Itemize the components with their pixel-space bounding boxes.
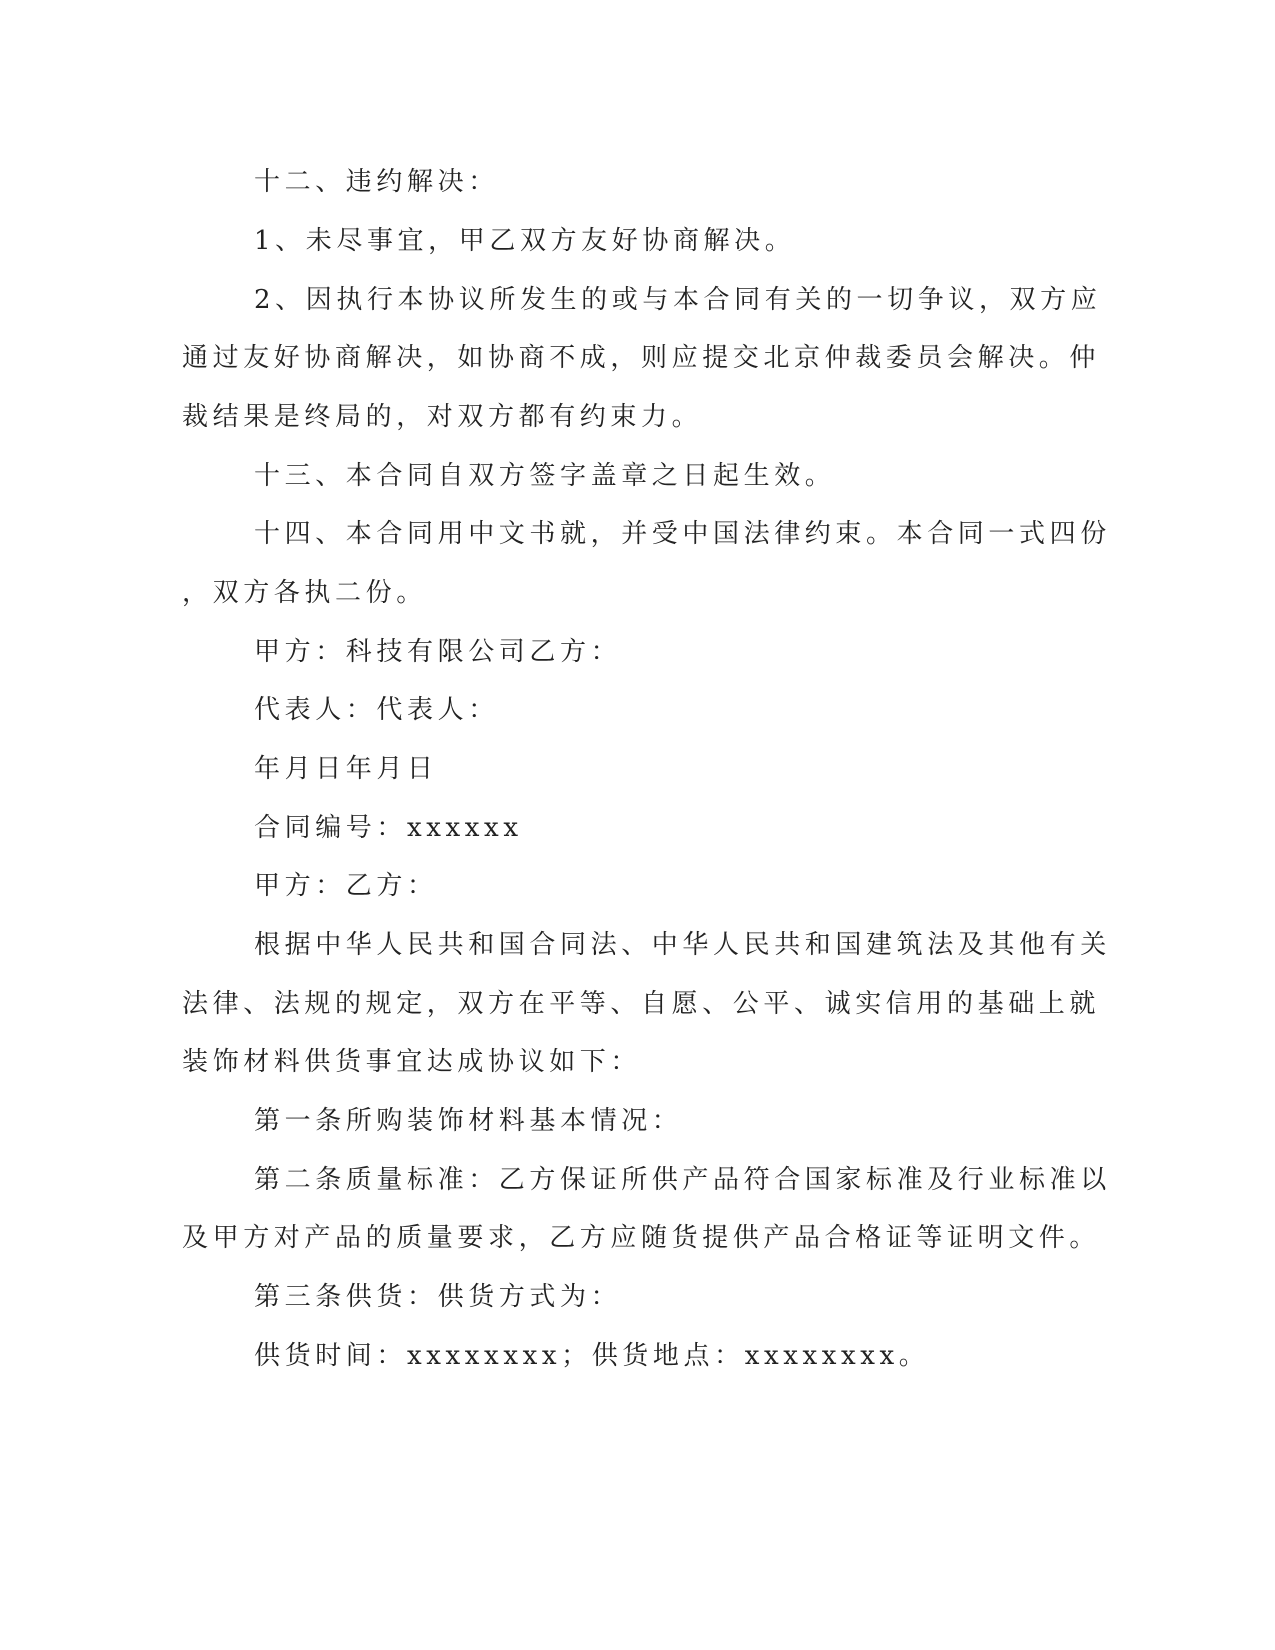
paragraph-line: 法律、法规的规定，双方在平等、自愿、公平、诚实信用的基础上就 <box>182 989 1101 1019</box>
paragraph-line: 装饰材料供货事宜达成协议如下： <box>182 1047 642 1077</box>
contract-number-line: 合同编号：xxxxxx <box>254 813 523 843</box>
party-line: 甲方：科技有限公司乙方： <box>254 637 622 667</box>
paragraph-line: ，双方各执二份。 <box>182 578 427 608</box>
section-13-line: 十三、本合同自双方签字盖章之日起生效。 <box>254 461 836 491</box>
paragraph-line: 根据中华人民共和国合同法、中华人民共和国建筑法及其他有关 <box>254 930 1111 960</box>
supply-details-line: 供货时间：xxxxxxxx；供货地点：xxxxxxxx。 <box>254 1341 930 1371</box>
paragraph-line: 及甲方对产品的质量要求，乙方应随货提供产品合格证等证明文件。 <box>182 1223 1101 1253</box>
representative-line: 代表人：代表人： <box>254 695 499 725</box>
section-14-line: 十四、本合同用中文书就，并受中国法律约束。本合同一式四份 <box>254 519 1111 549</box>
section-12-heading: 十二、违约解决： <box>254 167 499 197</box>
date-line: 年月日年月日 <box>254 754 438 784</box>
article-2-line: 第二条质量标准：乙方保证所供产品符合国家标准及行业标准以 <box>254 1165 1111 1195</box>
article-3-line: 第三条供货：供货方式为： <box>254 1282 622 1312</box>
paragraph-line: 1、未尽事宜，甲乙双方友好协商解决。 <box>254 226 796 256</box>
paragraph-line: 裁结果是终局的，对双方都有约束力。 <box>182 402 703 432</box>
paragraph-line: 通过友好协商解决，如协商不成，则应提交北京仲裁委员会解决。仲 <box>182 343 1101 373</box>
paragraph-line: 2、因执行本协议所发生的或与本合同有关的一切争议，双方应 <box>254 285 1102 315</box>
article-1-line: 第一条所购装饰材料基本情况： <box>254 1106 683 1136</box>
party-line: 甲方：乙方： <box>254 871 438 901</box>
